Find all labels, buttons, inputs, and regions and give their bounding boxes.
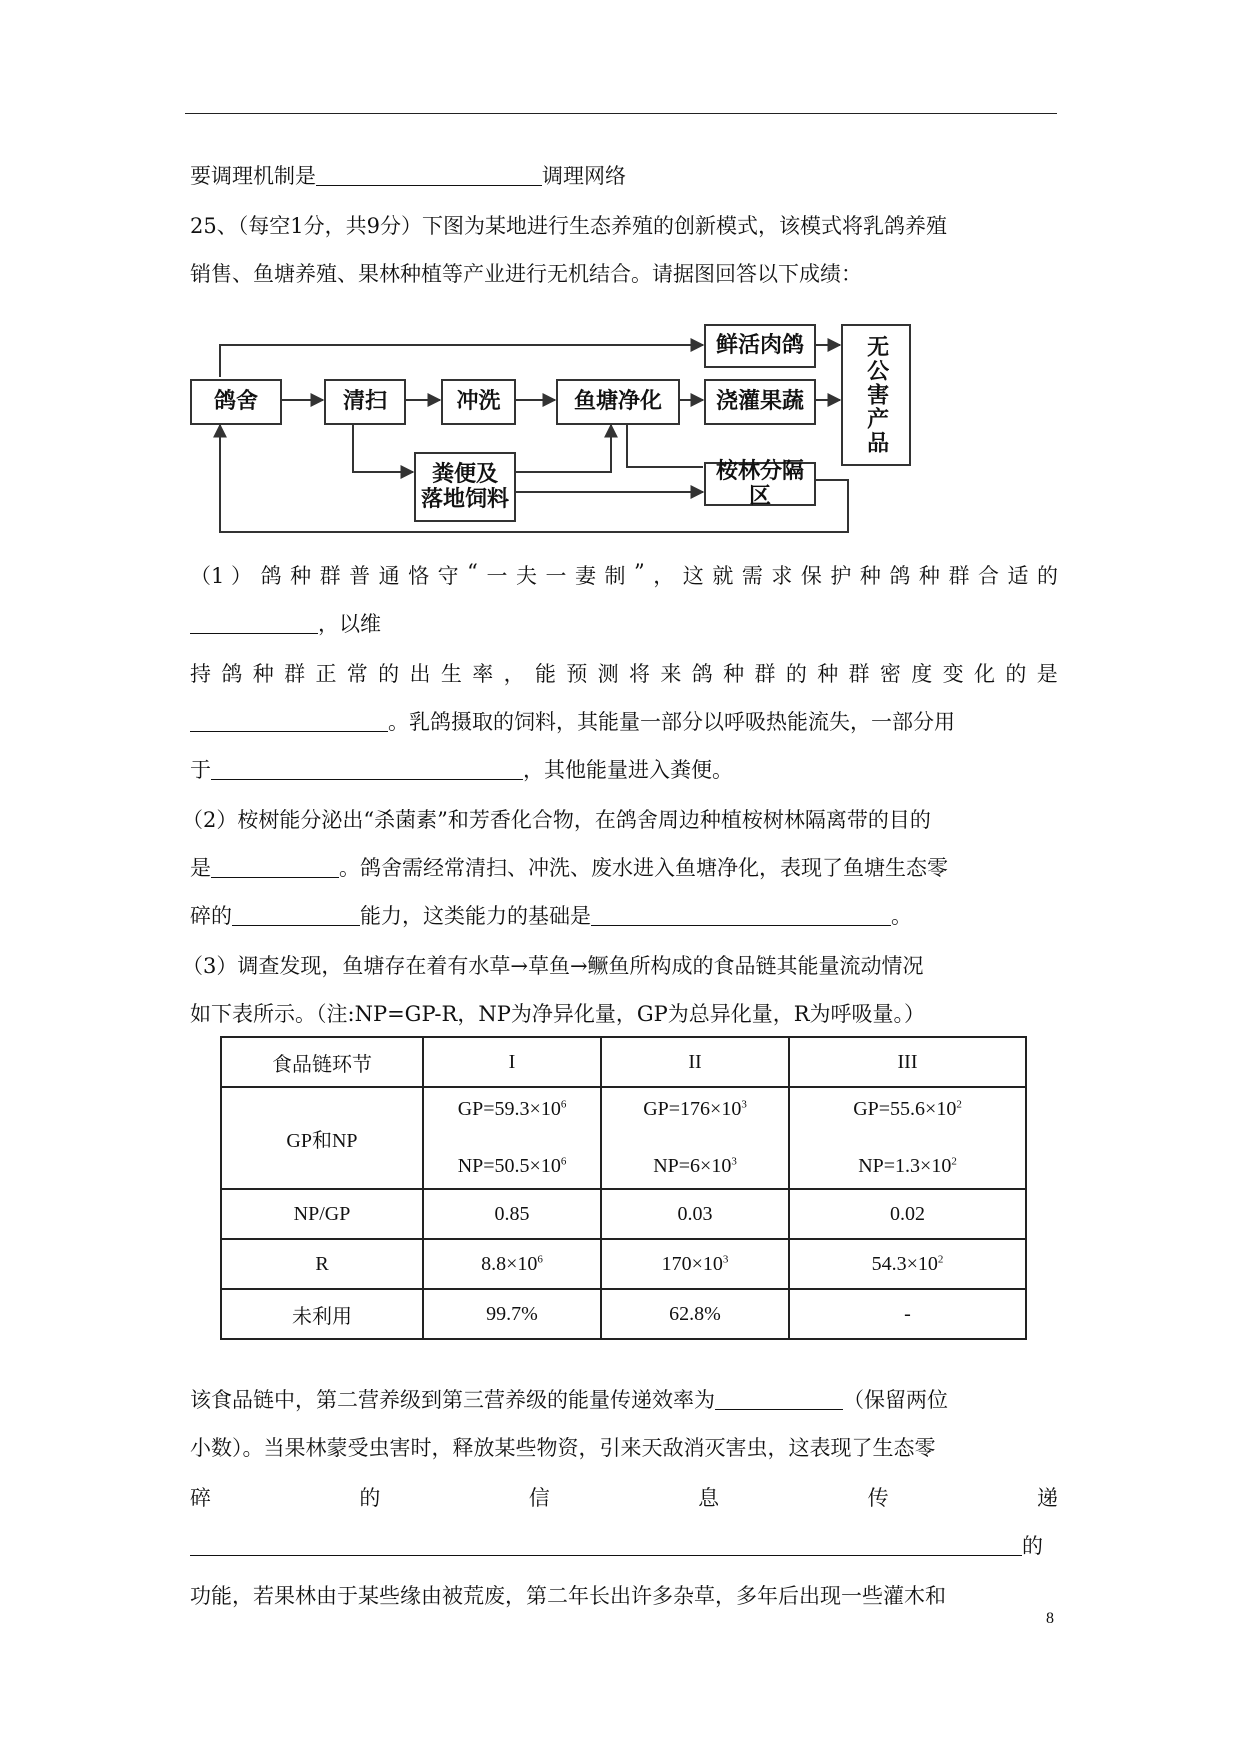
table-cell	[423, 1087, 601, 1189]
text: 。	[891, 904, 912, 928]
text-char: 变	[942, 662, 964, 686]
text-char: 信	[528, 1486, 550, 1510]
node-eucalyptus-zone: 桉林分隔区	[704, 462, 816, 506]
node-fresh-pigeon: 鲜活肉鸽	[704, 324, 816, 368]
table-cell: 62.8%	[601, 1289, 789, 1339]
text-line	[190, 1530, 1043, 1560]
text-char: 出	[409, 662, 431, 686]
question-1-line2	[190, 658, 1058, 688]
text-line	[190, 160, 626, 190]
answer-blank	[232, 905, 360, 926]
table-header: II	[601, 1037, 789, 1087]
answer-blank	[190, 711, 388, 732]
exponent: 3	[741, 1098, 747, 1111]
text-char: 需	[741, 564, 763, 588]
table-cell: 99.7%	[423, 1289, 601, 1339]
text-char: 是	[1036, 662, 1058, 686]
text-line: 小数）。当果林蒙受虫害时，释放某些物资，引来天敌消灭害虫，这表现了生态零	[190, 1436, 936, 1460]
text-char: 碎	[190, 1486, 211, 1510]
text-char: 传	[867, 1486, 889, 1510]
text: 调理网络	[542, 164, 626, 188]
text: 是	[190, 856, 211, 880]
text-char: 密	[879, 662, 901, 686]
exponent: 2	[951, 1155, 957, 1168]
answer-blank	[190, 613, 318, 634]
text-char: 率	[472, 662, 494, 686]
text-char: 恪	[408, 564, 430, 588]
text-char: 护	[830, 564, 852, 588]
text: 。乳鸽摄取的饲料，其能量一部分以呼吸热能流失，一部分用	[388, 710, 955, 734]
table-cell	[601, 1239, 789, 1289]
answer-blank	[591, 905, 891, 926]
text: 碎的	[190, 904, 232, 928]
text-char: ”	[634, 560, 645, 584]
table-cell	[789, 1239, 1026, 1289]
energy-flow-table	[220, 1036, 1027, 1340]
exponent: 6	[560, 1155, 567, 1168]
question-3-line1: （3）调查发现，鱼塘存在着有水草→草鱼→鳜鱼所构成的食品链其能量流动情况	[182, 954, 924, 978]
text-char: ，	[503, 662, 525, 686]
text-char: 群	[754, 662, 776, 686]
answer-blank	[190, 1535, 1022, 1556]
answer-blank	[715, 1389, 843, 1410]
node-pollution-free-product: 无公害产品	[841, 324, 911, 466]
text-line	[190, 900, 912, 930]
text-char: （1 ）	[190, 564, 253, 588]
text-char: 化	[973, 662, 995, 686]
text-char: 合	[977, 564, 999, 588]
text-char: 鸽	[221, 662, 243, 686]
text: 于	[190, 758, 211, 782]
text-char: 持	[190, 662, 211, 686]
text-char: ，	[653, 564, 675, 588]
text-char: 种	[252, 662, 274, 686]
text: 能力，这类能力的基础是	[360, 904, 591, 928]
text-char: 通	[378, 564, 400, 588]
text-char: 鸽	[260, 564, 282, 588]
value: GP=59.3×10	[457, 1098, 561, 1120]
node-fish-pond: 鱼塘净化	[556, 379, 680, 425]
table-header-row	[221, 1037, 1026, 1087]
answer-blank	[211, 759, 523, 780]
text-char: 妻	[574, 564, 596, 588]
text: 该食品链中，第二营养级到第三营养级的能量传递效率为	[190, 1388, 715, 1412]
row-label: NP/GP	[221, 1189, 423, 1239]
table-row	[221, 1189, 1026, 1239]
table-cell	[423, 1239, 601, 1289]
row-label: R	[221, 1239, 423, 1289]
text: 。鸽舍需经常清扫、冲洗、废水进入鱼塘净化，表现了鱼塘生态零	[339, 856, 948, 880]
text-char: 这	[682, 564, 704, 588]
value: 8.8×10	[481, 1252, 538, 1275]
text-char: 种	[817, 662, 839, 686]
text-char: 制	[604, 564, 626, 588]
node-pigeon-house: 鸽舍	[190, 379, 282, 425]
text-char: 夫	[515, 564, 537, 588]
node-rinse: 冲洗	[441, 379, 516, 425]
value: 54.3×10	[871, 1252, 938, 1275]
exponent: 3	[722, 1252, 729, 1265]
node-manure-feed: 粪便及 落地饲料	[414, 452, 516, 522]
header-rule	[185, 113, 1057, 114]
text-char: 的	[1036, 564, 1058, 588]
question-1-line1	[190, 560, 1058, 590]
text-line	[190, 754, 733, 784]
text-char: 种	[290, 564, 312, 588]
text: 的	[1022, 1534, 1043, 1558]
text-line: 功能，若果林由于某些缘由被荒废，第二年长出许多杂草，多年后出现一些灌木和	[190, 1584, 946, 1608]
text-char: 保	[800, 564, 822, 588]
text-char: 度	[911, 662, 933, 686]
table-cell: 0.02	[789, 1189, 1026, 1239]
exponent: 2	[937, 1252, 944, 1265]
text-char: 能	[534, 662, 556, 686]
value: NP=1.3×10	[858, 1155, 952, 1177]
text-char: 群	[948, 564, 970, 588]
text: （保留两位	[843, 1388, 948, 1412]
text-char: 的	[359, 1486, 381, 1510]
answer-blank	[211, 857, 339, 878]
table-header: I	[423, 1037, 601, 1087]
text-char: 一	[545, 564, 567, 588]
table-row	[221, 1239, 1026, 1289]
text: 要调理机制是	[190, 164, 316, 188]
question-2-line1: （2）桉树能分泌出“杀菌素”和芳香化合物，在鸽舍周边种植桉树林隔离带的目的	[182, 808, 931, 832]
text-char: 种	[859, 564, 881, 588]
text-line	[190, 852, 948, 882]
answer-blank	[316, 165, 542, 186]
text-char: 鸽	[691, 662, 713, 686]
text-char: 的	[785, 662, 807, 686]
table-cell: -	[789, 1289, 1026, 1339]
value: GP=55.6×10	[853, 1098, 957, 1120]
text-char: 来	[660, 662, 682, 686]
text-char: 群	[848, 662, 870, 686]
text-line	[190, 706, 955, 736]
table-cell: 0.03	[601, 1189, 789, 1239]
value: NP=6×10	[653, 1155, 732, 1177]
text-char: “	[467, 560, 478, 584]
node-irrigate: 浇灌果蔬	[704, 379, 816, 425]
text-char: 鸽	[889, 564, 911, 588]
text-char: 一	[486, 564, 508, 588]
exponent: 6	[537, 1252, 543, 1265]
table-row	[221, 1289, 1026, 1339]
table-cell: 0.85	[423, 1189, 601, 1239]
row-label: 未利用	[221, 1289, 423, 1339]
text-char: 生	[440, 662, 462, 686]
flow-diagram	[190, 322, 950, 542]
table-cell	[601, 1087, 789, 1189]
text-line-spread	[190, 1482, 1058, 1512]
row-label: GP和NP	[221, 1087, 423, 1189]
exponent: 2	[956, 1098, 962, 1111]
value: 170×10	[661, 1252, 723, 1275]
text-line: 如下表所示。（注:NP=GP-R，NP为净异化量，GP为总异化量，R为呼吸量。）	[190, 1002, 926, 1026]
text-char: 递	[1036, 1486, 1058, 1510]
text-line	[190, 1384, 948, 1414]
question-25-title: 25、（每空1分，共9分）下图为某地进行生态养殖的创新模式，该模式将乳鸽养殖	[190, 214, 947, 238]
text: ，以维	[318, 612, 381, 636]
text-char: 适	[1007, 564, 1029, 588]
text-char: 的	[378, 662, 400, 686]
value: NP=50.5×10	[457, 1155, 561, 1177]
text-char: 求	[771, 564, 793, 588]
text-char: 群	[319, 564, 341, 588]
text-char: 普	[349, 564, 371, 588]
text-char: 的	[1005, 662, 1027, 686]
value: GP=176×10	[643, 1098, 742, 1120]
text-char: 正	[315, 662, 337, 686]
node-sweep: 清扫	[324, 379, 406, 425]
diagram-arrows	[190, 322, 950, 542]
text-char: 息	[698, 1486, 720, 1510]
table-cell	[789, 1087, 1026, 1189]
text-char: 将	[629, 662, 651, 686]
text: ，其他能量进入粪便。	[523, 758, 733, 782]
exponent: 3	[731, 1155, 737, 1168]
text-char: 群	[284, 662, 306, 686]
text-char: 测	[597, 662, 619, 686]
text-char: 常	[346, 662, 368, 686]
text-char: 种	[918, 564, 940, 588]
text-char: 守	[437, 564, 459, 588]
table-row	[221, 1087, 1026, 1189]
text-line: 销售、鱼塘养殖、果林种植等产业进行无机结合。请据图回答以下成绩：	[190, 262, 862, 286]
text-line	[190, 608, 381, 638]
exponent: 6	[560, 1098, 567, 1111]
text-char: 就	[712, 564, 734, 588]
page-number: 8	[1046, 1610, 1054, 1627]
text-char: 种	[723, 662, 745, 686]
table-header: 食品链环节	[221, 1037, 423, 1087]
table-header: III	[789, 1037, 1026, 1087]
text-char: 预	[566, 662, 588, 686]
